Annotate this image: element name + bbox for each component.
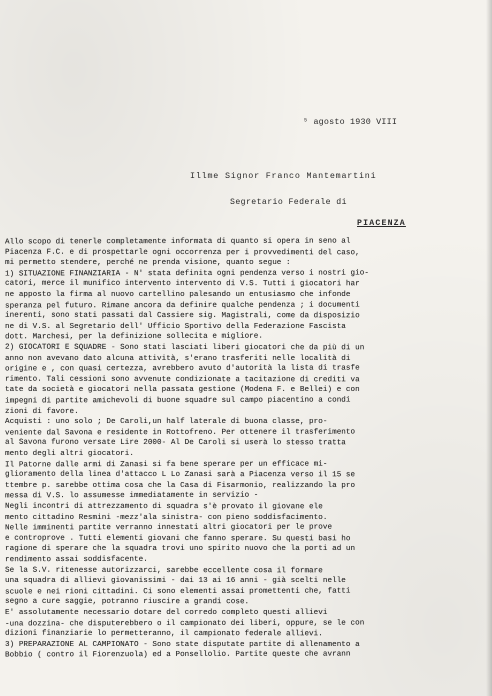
letter-body-line: mento cittadino Resmini -mezz'ala sinistra- con pieno soddisfacimento. — [5, 513, 328, 522]
letter-body-line: dott. Marchesi, per la definizione sollecita e migliore. — [4, 333, 264, 342]
letter-body-line: Se la S.V. ritenesse autorizzarci, sarebbe eccellente cosa il formare — [4, 566, 323, 575]
letter-body-line: anno non avevano dato alcuna attività, s'erano trasferiti nelle località di — [5, 354, 351, 363]
letter-body-line: inerenti, sono stati passati dal Cassiere sig. Magistrali, come da disposizio — [4, 311, 360, 321]
letter-body-line: dizioni finanziarie lo permetteranno, il campionato federale allievi. — [4, 629, 323, 639]
letter-body-line: Nelle imminenti partite verranno innestati altri giocatori per le prove — [4, 523, 333, 533]
letter-date: ⁵ agosto 1930 VIII — [303, 117, 398, 127]
letter-body-line: 1) SITUAZIONE FINANZIARIA - N' stata definita ogni pendenza verso i nostri gio- — [4, 269, 369, 279]
letter-body-line: veniente dal Savona e residente in Rottofreno. Per ottenere il trasferimento — [4, 428, 356, 438]
letter-body-line: segno a cure saggie, potranno riuscire a grandi cose. — [4, 598, 250, 607]
letter-body-line: mi permetto stendere, perché ne prenda visione, quanto segue : — [5, 259, 291, 268]
letter-body-line: rimento. Tali cessioni sono avvenute condizionate a tacitazione di crediti va — [4, 375, 360, 385]
letter-body-line: Acquisti : uno solo ; De Caroli,un half laterale di buona classe, pro- — [5, 418, 328, 427]
letter-body-line: rendimento assai soddisfacente. — [4, 555, 148, 565]
page-edge-shadow — [486, 0, 492, 696]
letter-addressee: Illme Signor Franco Mantemartini — [190, 171, 377, 181]
letter-body-line: scuole e nei rioni cittadini. Ci sono elementi assai promettenti che, fatti — [4, 587, 351, 597]
letter-body-line: e controprove . Tutti elementi giovani che fanno sperare. Su questi basi ho — [4, 534, 351, 544]
letter-body-line: speranza pel futuro. Rimane ancora da definire qualche pendenza ; i documenti — [4, 301, 360, 311]
letter-body-line: al Savona furono versate Lire 2000- Al De Caroli si userà lo stesso tratta — [4, 439, 346, 448]
letter-body-line: zioni di favore. — [4, 407, 79, 416]
letter-body-line: ttembre p. sarebbe ottima cosa che la Casa di Fisarmonio, realizzando la pro — [5, 481, 356, 490]
letter-body-line: mento degli altri giocatori. — [5, 450, 134, 458]
letter-body-line: -una dozzina- che disputerebbero o il campionato dei liberi, oppure, se le con — [4, 619, 365, 629]
letter-body-line: 2) GIOCATORI E SQUADRE - Sono stati lasciati liberi giocatori che da più di un — [4, 343, 365, 353]
letter-body-line: ragione di sperare che la squadra trovi uno spirito nuovo che la porti ad un — [5, 545, 356, 554]
letter-body-line: Il Patorne dalle armi di Zanasi si fa bene sperare per un efficace mi- — [4, 460, 328, 470]
letter-body-line: ne apposto la firma al nuovo cartellino palesando un entusiasmo che infonde — [5, 291, 351, 299]
letter-body-line: E' assolutamente necessario dotare del corredo completo questi allievi — [5, 609, 328, 617]
letter-body-line: tate da società e giocatori nella passata gestione (Modena F. e Bellei) e con — [5, 386, 360, 395]
letter-body-line: una squadra di allievi giovanissimi - dai 13 ai 16 anni - già scelti nelle — [5, 577, 346, 586]
letter-body-line: catori, merce il munifico intervento intervento di V.S. Tutti i giocatori har — [4, 280, 360, 289]
letter-body-line: Allo scopo di tenerle completamente informata di quanto si opera in seno al — [4, 237, 351, 247]
letter-body-line: 3) PREPARAZIONE AL CAMPIONATO - Sono state disputate partite di allenamento a — [5, 640, 360, 649]
letter-body-line: Negli incontri di attrezzamento di squadra s'è provato il giovane ele — [4, 502, 323, 512]
letter-body-line: ne di V.S. al Segretario dell' Ufficio Sportivo della Federazione Fascista — [5, 322, 346, 331]
letter-body-line: origine e , con quasi certezza, avrebbero avuto d'autorità la lista di trasfe — [4, 364, 360, 374]
letter-addressee-role: Segretario Federale di — [230, 198, 347, 207]
letter-body-line: messa di V.S. lo assumesse immediatamente in servizio - — [4, 492, 259, 501]
letter-body-line: Piacenza F.C. e di prospettarle ogni occorrenza per i provvedimenti del caso, — [4, 248, 360, 257]
letter-body-line: Bobbio ( contro il Fiorenzuola) ed a Ponsellolio. Partite queste che avrann — [4, 650, 351, 660]
letter-body-line: glioramento della linea d'attacco L Lo Zanasi sarà a Piacenza verso il 15 se — [4, 470, 356, 480]
letter-body-line: impegni di partite amichevoli di buone squadre sul campo piacentino a condi — [4, 396, 351, 406]
letter-addressee-city: PIACENZA — [357, 219, 406, 228]
